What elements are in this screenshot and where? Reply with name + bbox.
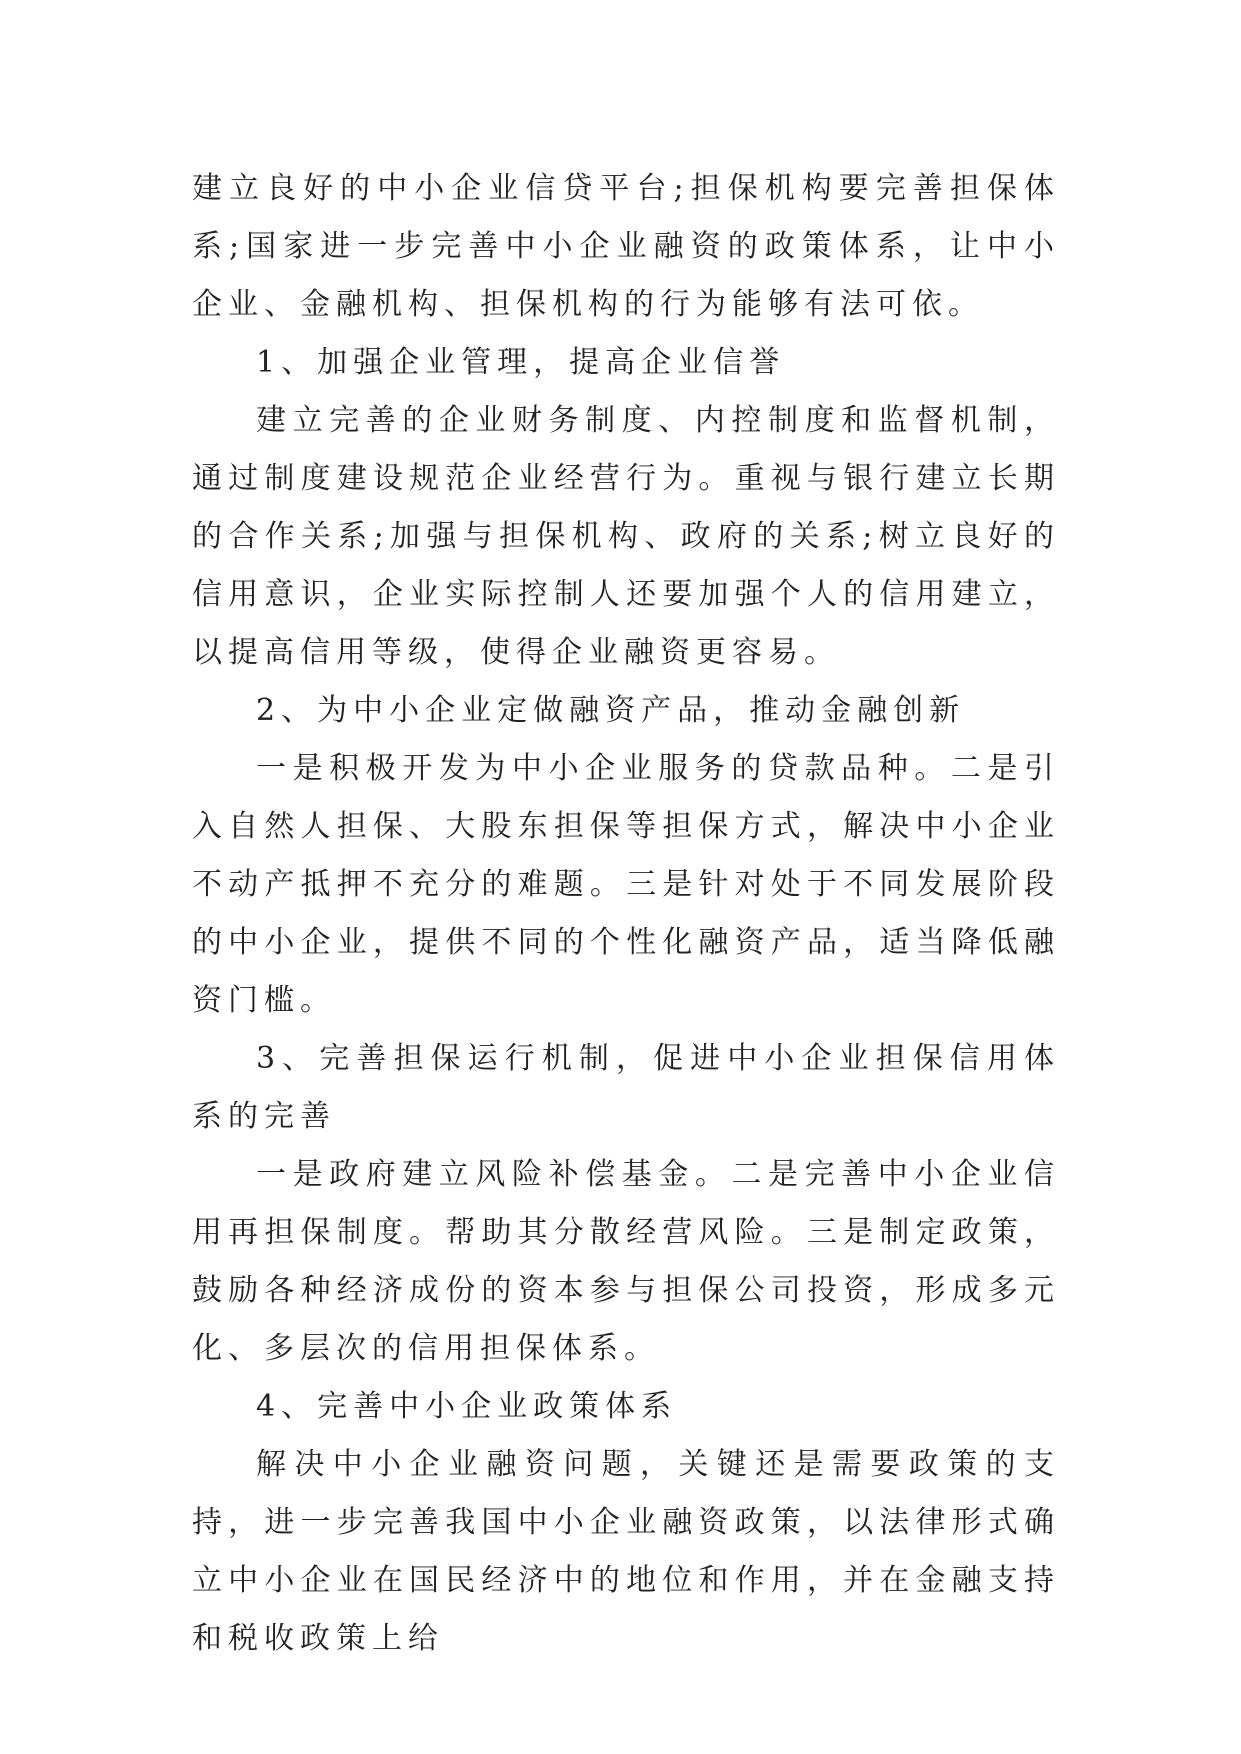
heading-2-financing-products: 2、为中小企业定做融资产品，推动金融创新: [256, 693, 966, 728]
paragraph-guarantee-mechanism: 一是政府建立风险补偿基金。二是完善中小企业信用再担保制度。帮助其分散经营风险。三是制定政策，鼓励各种经济成份的资本参与担保公司投资，形成多元化、多层次的信用担保体系。: [192, 1157, 1060, 1366]
paragraph-enterprise-management: 建立完善的企业财务制度、内控制度和监督机制，通过制度建设规范企业经营行为。重视与银行建立长期的合作关系;加强与担保机构、政府的关系;树立良好的信用意识，企业实际控制人还要加强个人的信用建立，以提高信用等级，使得企业融资更容易。: [192, 403, 1060, 670]
paragraph-financing-products: 一是积极开发为中小企业服务的贷款品种。二是引入自然人担保、大股东担保等担保方式，解决中小企业不动产抵押不充分的难题。三是针对处于不同发展阶段的中小企业，提供不同的个性化融资产品，适当降低融资门槛。: [192, 751, 1060, 1018]
heading-3-guarantee-mechanism: 3、完善担保运行机制，促进中小企业担保信用体系的完善: [192, 1041, 1060, 1134]
document-body: [192, 160, 1060, 1668]
paragraph-policy-system: 解决中小企业融资问题，关键还是需要政策的支持，进一步完善我国中小企业融资政策，以法律形式确立中小企业在国民经济中的地位和作用，并在金融支持和税收政策上给: [192, 1447, 1060, 1656]
heading-4-policy-system: 4、完善中小企业政策体系: [256, 1389, 678, 1424]
heading-1-enterprise-management: 1、加强企业管理，提高企业信誉: [256, 345, 786, 380]
paragraph-intro-continued: 建立良好的中小企业信贷平台;担保机构要完善担保体系;国家进一步完善中小企业融资的政策体系，让中小企业、金融机构、担保机构的行为能够有法可依。: [192, 171, 1060, 322]
